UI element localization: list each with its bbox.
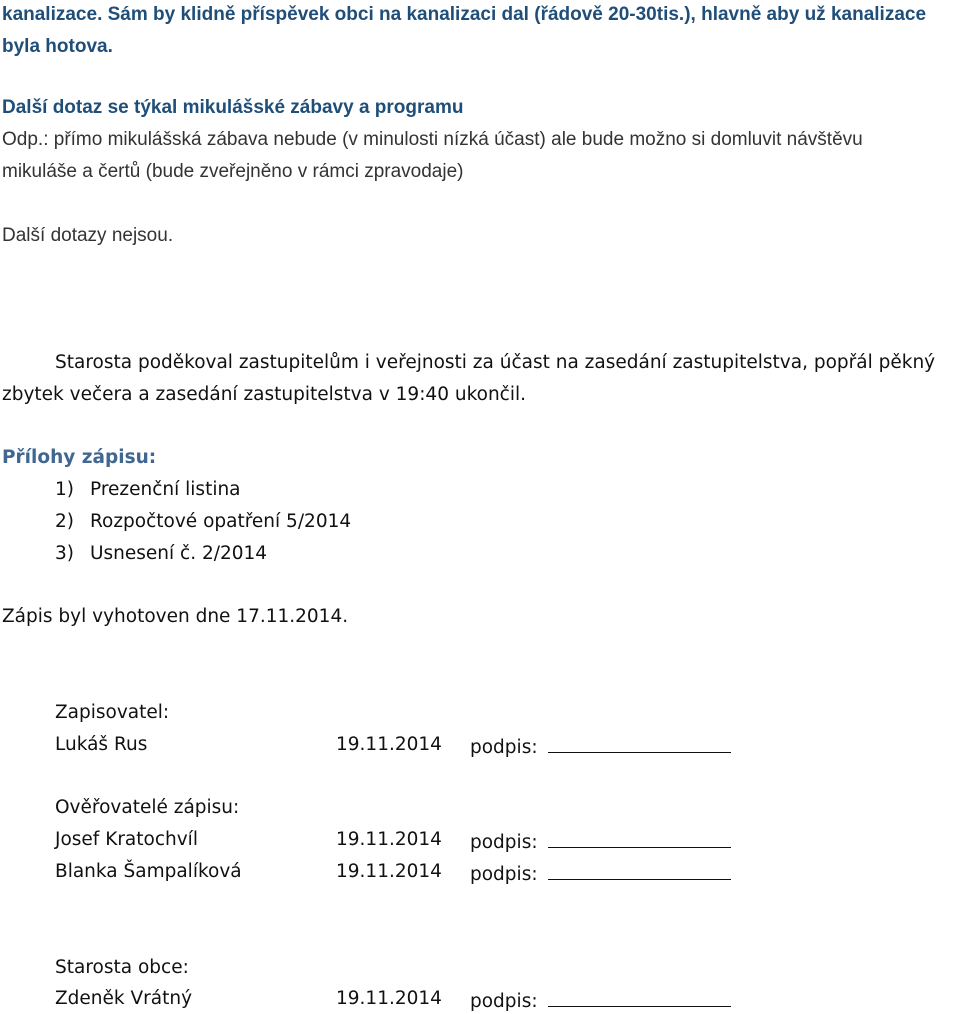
question-heading: Další dotaz se týkal mikulášské zábavy a programu bbox=[2, 97, 464, 118]
attachment-number: 3) bbox=[55, 543, 74, 564]
signature-line bbox=[548, 831, 731, 848]
mayor-signature bbox=[470, 990, 731, 1012]
intro-bold-line-1: kanalizace. Sám by klidně příspěvek obci na kanalizaci dal (řádově 20-30tis.), hlavně aby už kanalizace bbox=[2, 4, 927, 25]
recorder-label: Zapisovatel: bbox=[55, 702, 170, 723]
drafted-date: Zápis byl vyhotoven dne 17.11.2014. bbox=[2, 606, 349, 627]
recorder-signature bbox=[470, 736, 731, 758]
attachment-text: Rozpočtové opatření 5/2014 bbox=[90, 511, 352, 532]
signature-line bbox=[548, 863, 731, 880]
signature-label: podpis: bbox=[470, 737, 538, 758]
signature-line bbox=[548, 736, 731, 753]
mayor-name: Zdeněk Vrátný bbox=[55, 988, 193, 1009]
signature-line bbox=[548, 990, 731, 1007]
mayor-row bbox=[0, 990, 960, 1014]
no-more-questions: Další dotazy nejsou. bbox=[2, 225, 174, 246]
signature-label: podpis: bbox=[470, 991, 538, 1012]
verifier-date: 19.11.2014 bbox=[336, 861, 442, 882]
attachment-item bbox=[55, 481, 241, 500]
verifiers-label: Ověřovatelé zápisu: bbox=[55, 797, 240, 818]
verifier-name: Josef Kratochvíl bbox=[55, 829, 198, 850]
attachment-item bbox=[55, 513, 351, 532]
verifier-row bbox=[0, 831, 960, 855]
verifier-name: Blanka Šampalíková bbox=[55, 861, 242, 882]
mayor-label: Starosta obce: bbox=[55, 957, 189, 978]
attachment-number: 2) bbox=[55, 511, 74, 532]
verifier-date: 19.11.2014 bbox=[336, 829, 442, 850]
recorder-row bbox=[0, 736, 960, 760]
answer-line-2: mikuláše a čertů (bude zveřejněno v rámci zpravodaje) bbox=[2, 161, 464, 182]
attachment-number: 1) bbox=[55, 479, 74, 500]
recorder-name: Lukáš Rus bbox=[55, 734, 148, 755]
verifier-row bbox=[0, 863, 960, 887]
closing-line-1: Starosta poděkoval zastupitelům i veřejnosti za účast na zasedání zastupitelstva, popřál pěkný bbox=[55, 352, 936, 373]
verifier-signature bbox=[470, 863, 731, 885]
signature-label: podpis: bbox=[470, 832, 538, 853]
attachment-text: Usnesení č. 2/2014 bbox=[90, 543, 268, 564]
intro-bold-line-2: byla hotova. bbox=[2, 36, 113, 57]
answer-line-1: Odp.: přímo mikulášská zábava nebude (v minulosti nízká účast) ale bude možno si domluvit návštěvu bbox=[2, 129, 863, 150]
closing-line-2: zbytek večera a zasedání zastupitelstva v 19:40 ukončil. bbox=[2, 384, 527, 405]
attachments-heading: Přílohy zápisu: bbox=[2, 447, 157, 468]
verifier-signature bbox=[470, 831, 731, 853]
signature-label: podpis: bbox=[470, 864, 538, 885]
attachment-item bbox=[55, 545, 267, 564]
attachment-text: Prezenční listina bbox=[90, 479, 241, 500]
mayor-date: 19.11.2014 bbox=[336, 988, 442, 1009]
recorder-date: 19.11.2014 bbox=[336, 734, 442, 755]
